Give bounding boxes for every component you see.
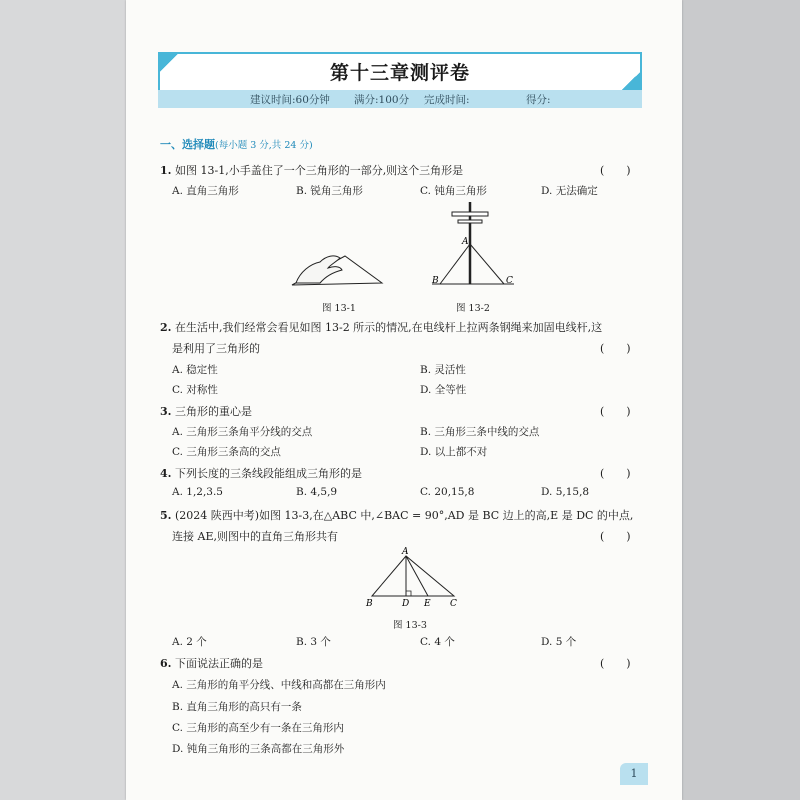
option-a: A. 稳定性 — [172, 364, 218, 376]
page-number: 1 — [620, 763, 648, 785]
question-number: 2. — [160, 321, 172, 334]
finish-time: 完成时间: — [424, 94, 470, 106]
option-c: C. 三角形的高至少有一条在三角形内 — [172, 722, 344, 734]
question-number: 6. — [160, 657, 172, 670]
label-b: B — [432, 276, 439, 286]
question-2 — [160, 319, 602, 335]
question-3 — [160, 403, 252, 419]
question-text: 三角形的重心是 — [174, 405, 252, 418]
option-a: A. 直角三角形 — [172, 185, 239, 197]
question-number: 1. — [160, 164, 172, 177]
page-title: 第十三章测评卷 — [329, 62, 470, 84]
option-b: B. 灵活性 — [420, 364, 466, 376]
question-text: 如图 13-1,小手盖住了一个三角形的一部分,则这个三角形是 — [174, 164, 464, 177]
option-d: D. 无法确定 — [541, 185, 598, 197]
option-c: C. 三角形三条高的交点 — [172, 446, 281, 458]
title-box — [158, 52, 642, 92]
question-2-line2: 是利用了三角形的 — [172, 342, 260, 355]
answer-bracket: ( ) — [600, 467, 631, 480]
option-d: D. 全等性 — [420, 384, 467, 396]
full-score: 满分:100分 — [354, 94, 410, 106]
question-text: 下面说法正确的是 — [174, 657, 263, 670]
figure-13-1 — [290, 250, 390, 290]
segment-ae — [406, 556, 428, 596]
option-c: C. 钝角三角形 — [420, 185, 487, 197]
question-5 — [160, 507, 633, 523]
figure-caption: 图 13-2 — [456, 303, 490, 314]
crossbar-top — [452, 212, 488, 216]
answer-bracket: ( ) — [600, 405, 631, 418]
option-c: C. 20,15,8 — [420, 486, 475, 498]
label-e: E — [424, 599, 431, 608]
section-note: (每小题 3 分,共 24 分) — [215, 140, 313, 151]
hand-icon — [296, 256, 342, 283]
question-number: 3. — [160, 405, 172, 418]
section-title: 一、选择题 — [160, 138, 215, 151]
option-a: A. 2 个 — [172, 636, 207, 648]
answer-bracket: ( ) — [600, 342, 631, 355]
crossbar-bottom — [458, 220, 482, 223]
label-d: D — [402, 599, 410, 608]
question-6 — [160, 655, 263, 671]
question-text: 下列长度的三条线段能组成三角形的是 — [174, 467, 362, 480]
question-text: (2024 陕西中考)如图 13-3,在△ABC 中,∠BAC = 90°,AD 是 BC 边上的高,E 是 DC 的中点, — [174, 509, 634, 522]
question-5-line2: 连接 AE,则图中的直角三角形共有 — [172, 530, 338, 543]
option-b: B. 锐角三角形 — [296, 185, 363, 197]
section-heading — [160, 136, 313, 152]
info-bar — [158, 90, 642, 108]
option-d: D. 5 个 — [541, 636, 577, 648]
question-4 — [160, 465, 362, 481]
option-d: D. 以上都不对 — [420, 446, 488, 458]
figure-13-2 — [428, 200, 518, 290]
figure-caption: 图 13-1 — [322, 303, 356, 314]
triangle-abc — [372, 556, 454, 596]
option-a: A. 三角形三条角平分线的交点 — [172, 426, 313, 438]
option-b: B. 三角形三条中线的交点 — [420, 426, 540, 438]
chapter-banner — [158, 52, 646, 108]
left-margin — [0, 0, 126, 800]
option-d: D. 钝角三角形的三条高都在三角形外 — [172, 743, 345, 755]
figure-caption: 图 13-3 — [393, 620, 427, 631]
option-b: B. 3 个 — [296, 636, 331, 648]
right-angle-mark — [406, 591, 411, 596]
option-c: C. 对称性 — [172, 384, 218, 396]
wire-right — [470, 244, 504, 284]
score-got: 得分: — [526, 94, 551, 106]
option-a: A. 三角形的角平分线、中线和高都在三角形内 — [172, 679, 386, 691]
option-d: D. 5,15,8 — [541, 486, 590, 498]
question-number: 5. — [160, 509, 172, 522]
answer-bracket: ( ) — [600, 530, 631, 543]
answer-bracket: ( ) — [600, 657, 631, 670]
option-b: B. 直角三角形的高只有一条 — [172, 701, 302, 713]
option-a: A. 1,2,3.5 — [172, 486, 223, 498]
question-number: 4. — [160, 467, 172, 480]
label-b: B — [366, 599, 373, 608]
label-a: A — [402, 547, 409, 557]
answer-bracket: ( ) — [600, 164, 631, 177]
option-b: B. 4,5,9 — [296, 486, 338, 498]
question-text: 在生活中,我们经常会看见如图 13-2 所示的情况,在电线杆上拉两条钢绳来加固电线杆,这 — [174, 321, 603, 334]
label-c: C — [506, 276, 513, 286]
wire-left — [440, 244, 470, 284]
right-margin — [682, 0, 800, 800]
question-1 — [160, 162, 463, 178]
option-c: C. 4 个 — [420, 636, 455, 648]
label-c: C — [450, 599, 457, 608]
label-a: A — [462, 237, 469, 247]
figure-13-3 — [362, 544, 462, 608]
suggested-time: 建议时间:60分钟 — [250, 94, 330, 106]
